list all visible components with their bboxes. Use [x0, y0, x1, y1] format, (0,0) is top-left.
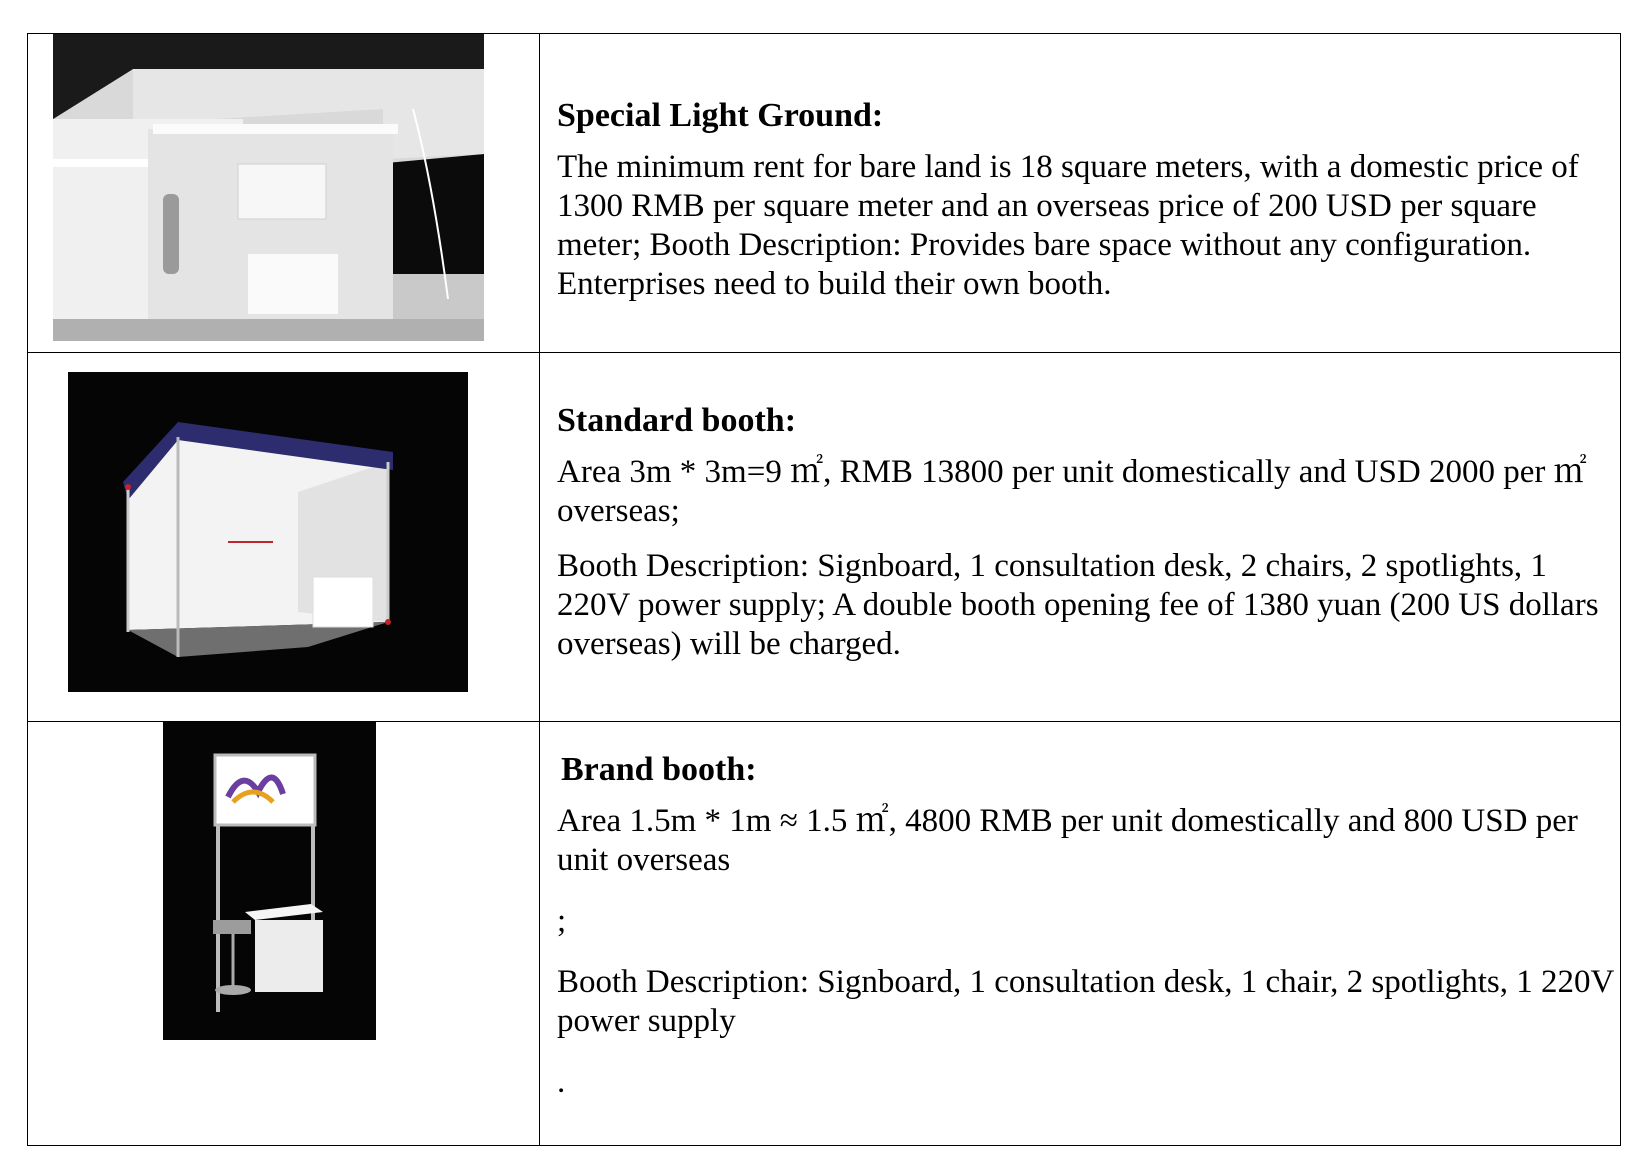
- standard-booth-title: Standard booth:: [557, 402, 797, 439]
- table-border-left: [27, 33, 28, 1146]
- standard-booth-description: Booth Description: Signboard, 1 consultation desk, 2 chairs, 2 spotlights, 1 220V power supply; A double booth opening fee of 1380 yuan (200 US dollars overseas) will be charged.: [557, 548, 1599, 662]
- table-border-right: [1620, 33, 1621, 1146]
- booth-table: [27, 33, 1621, 1146]
- brand-booth-description: Booth Description: Signboard, 1 consultation desk, 1 chair, 2 spotlights, 1 220V power supply: [557, 964, 1614, 1039]
- special-light-ground-description: The minimum rent for bare land is 18 square meters, with a domestic price of 1300 RMB per square meter and an overseas price of 200 USD per square meter; Booth Description: Provides bare space without any configuration. Enterprises need to build their own booth.: [557, 149, 1579, 302]
- brand-booth-trailing-dot: .: [557, 1064, 566, 1100]
- brand-booth-area-price: Area 1.5m * 1m ≈ 1.5 ㎡, 4800 RMB per unit domestically and 800 USD per unit overseas: [557, 803, 1578, 878]
- brand-booth-cell: [557, 750, 1617, 1102]
- standard-booth-image: [68, 372, 468, 692]
- table-border-bottom: [27, 1145, 1621, 1146]
- row-divider-1: [27, 352, 1621, 353]
- special-light-ground-image: [53, 34, 484, 341]
- brand-booth-title: Brand booth:: [561, 751, 757, 788]
- standard-booth-area-price: Area 3m * 3m=9 ㎡, RMB 13800 per unit domestically and USD 2000 per ㎡ overseas;: [557, 454, 1587, 529]
- column-divider: [539, 33, 540, 1146]
- special-light-ground-cell: [557, 96, 1617, 304]
- brand-booth-image: [163, 722, 376, 1040]
- standard-booth-cell: [557, 401, 1617, 664]
- brand-booth-separator: ;: [557, 903, 567, 939]
- special-light-ground-title: Special Light Ground:: [557, 97, 884, 134]
